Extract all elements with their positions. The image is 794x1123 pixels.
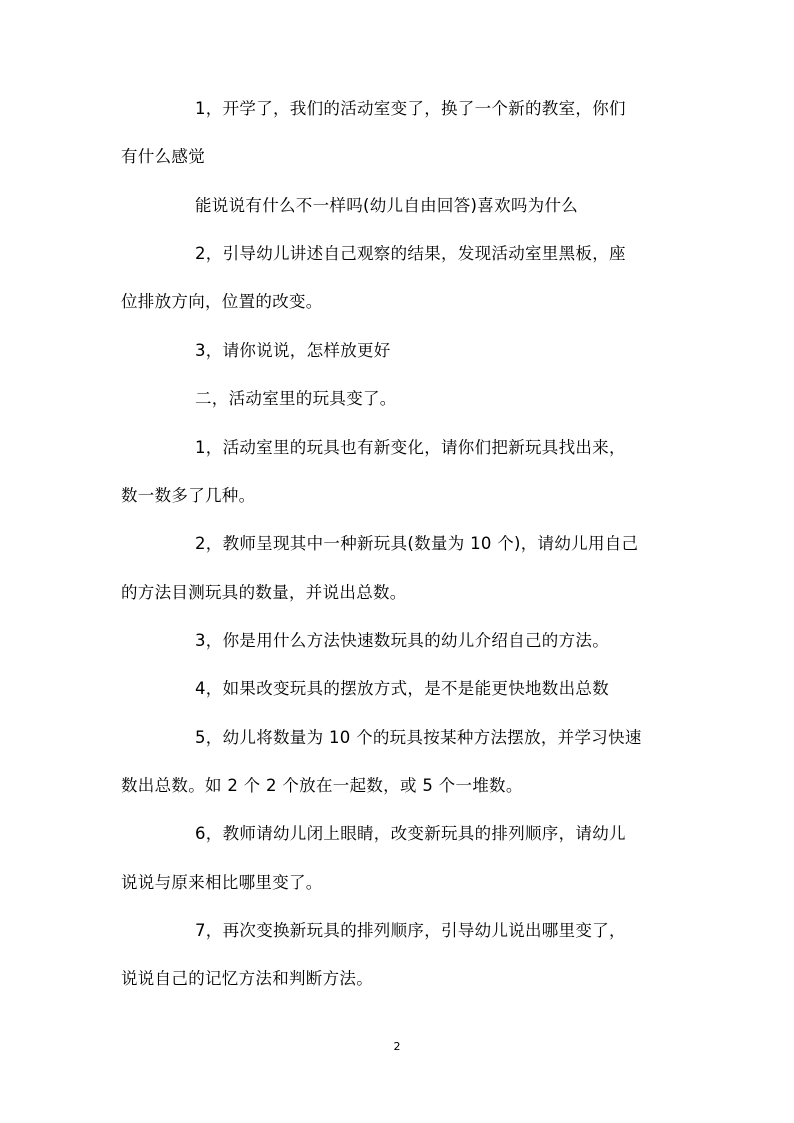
paragraph-11-line-1: 6，教师请幼儿闭上眼睛，改变新玩具的排列顺序，请幼儿	[195, 824, 626, 843]
paragraph-12-line-2: 说说自己的记忆方法和判断方法。	[121, 969, 373, 988]
paragraph-3-line-1: 2，引导幼儿讲述自己观察的结果，发现活动室里黑板，座	[195, 244, 626, 263]
paragraph-1-line-2: 有什么感觉	[121, 147, 205, 166]
paragraph-7-line-1: 2，教师呈现其中一种新玩具(数量为 10 个)，请幼儿用自己	[195, 534, 639, 553]
paragraph-8-line-1: 3，你是用什么方法快速数玩具的幼儿介绍自己的方法。	[195, 631, 609, 650]
paragraph-2-line-1: 能说说有什么不一样吗(幼儿自由回答)喜欢吗为什么	[195, 196, 579, 215]
paragraph-4-line-1: 3，请你说说，怎样放更好	[195, 341, 391, 360]
paragraph-10-line-1: 5，幼儿将数量为 10 个的玩具按某种方法摆放，并学习快速	[195, 728, 642, 747]
paragraph-7-line-2: 的方法目测玩具的数量，并说出总数。	[121, 583, 407, 602]
paragraph-11-line-2: 说说与原来相比哪里变了。	[121, 873, 323, 892]
section-heading-toys: 二，活动室里的玩具变了。	[195, 389, 397, 408]
paragraph-6-line-1: 1，活动室里的玩具也有新变化，请你们把新玩具找出来，	[195, 438, 626, 457]
page-number: 2	[393, 1040, 401, 1053]
paragraph-3-line-2: 位排放方向，位置的改变。	[121, 292, 323, 311]
paragraph-12-line-1: 7，再次变换新玩具的排列顺序，引导幼儿说出哪里变了，	[195, 921, 626, 940]
paragraph-10-line-2: 数出总数。如 2 个 2 个放在一起数，或 5 个一堆数。	[121, 776, 523, 795]
paragraph-6-line-2: 数一数多了几种。	[121, 486, 256, 505]
paragraph-9-line-1: 4，如果改变玩具的摆放方式，是不是能更快地数出总数	[195, 679, 609, 698]
paragraph-1-line-1: 1，开学了，我们的活动室变了，换了一个新的教室，你们	[195, 99, 626, 118]
